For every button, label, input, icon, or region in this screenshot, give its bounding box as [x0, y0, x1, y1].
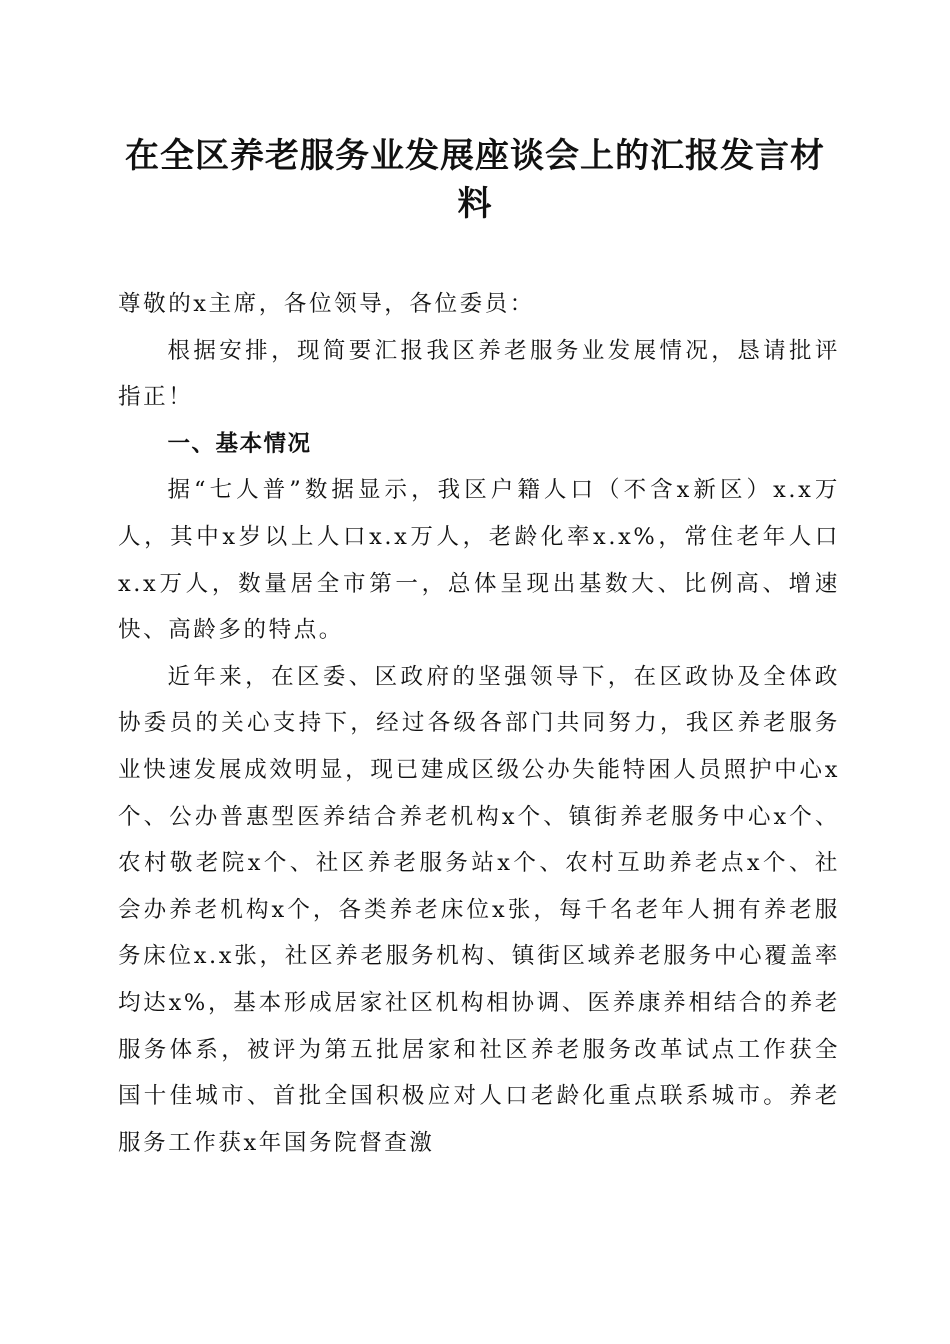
intro-paragraph: 根据安排，现简要汇报我区养老服务业发展情况，恳请批评指正！: [118, 337, 840, 411]
salutation: 尊敬的x主席，各位领导，各位委员：: [118, 291, 535, 317]
document-body: [118, 281, 840, 1166]
body-paragraph: 近年来，在区委、区政府的坚强领导下，在区政协及全体政协委员的关心支持下，经过各级各部门共同努力，我区养老服务业快速发展成效明显，现已建成区级公办失能特困人员照护中心x个、公办普惠型医养结合养老机构x个、镇街养老服务中心x个、农村敬老院x个、社区养老服务站x个、农村互助养老点x个、社会办养老机构x个，各类养老床位x张，每千名老年人拥有养老服务床位x.x张，社区养老服务机构、镇街区域养老服务中心覆盖率均达x%，基本形成居家社区机构相协调、医养康养相结合的养老服务体系，被评为第五批居家和社区养老服务改革试点工作获全国十佳城市、首批全国积极应对人口老龄化重点联系城市。养老服务工作获x年国务院督查激: [118, 663, 840, 1156]
body-paragraph: 据“七人普”数据显示，我区户籍人口（不含x新区）x.x万人，其中x岁以上人口x.x万人，老龄化率x.x%，常住老年人口x.x万人，数量居全市第一，总体呈现出基数大、比例高、增速快、高龄多的特点。: [118, 477, 840, 644]
document-title: 在全区养老服务业发展座谈会上的汇报发言材料: [125, 136, 825, 224]
section-heading: 一、基本情况: [167, 430, 312, 457]
